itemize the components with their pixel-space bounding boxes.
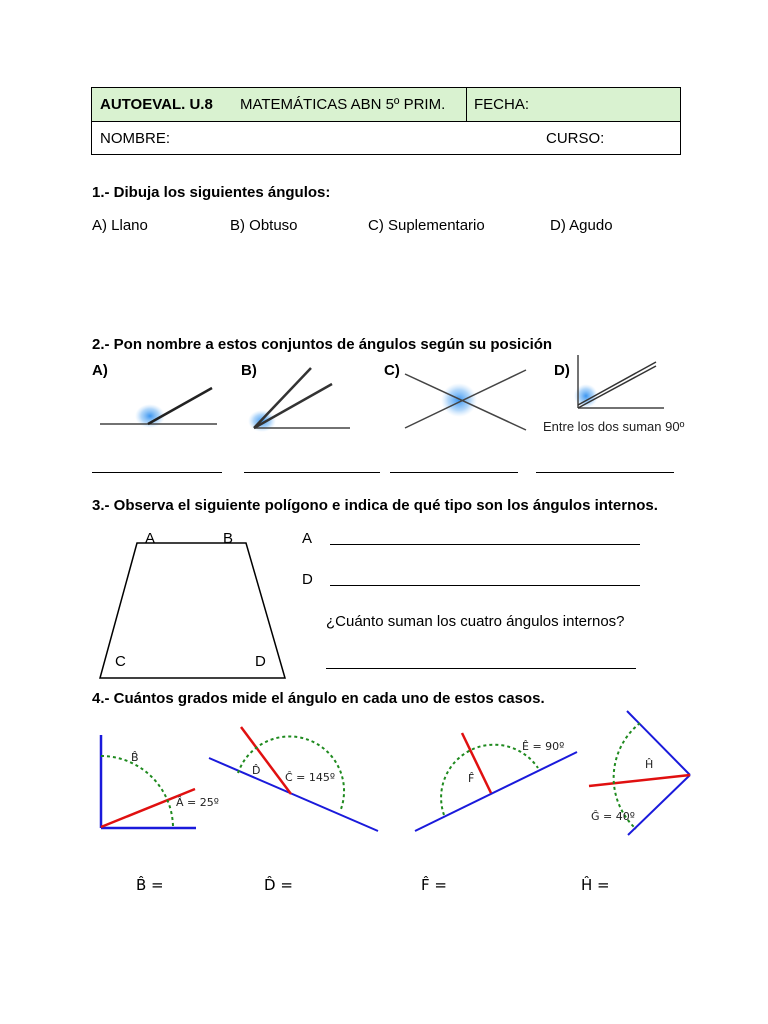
- q4-figure-1: [101, 735, 196, 828]
- course-label: CURSO:: [546, 130, 605, 147]
- q2-label-a: A): [92, 362, 108, 379]
- q3-answer-label-a: A: [302, 530, 313, 547]
- q4-fig4-known-label: Ĝ = 40º: [591, 810, 635, 823]
- q3-vertex-d: D: [255, 653, 266, 670]
- q4-fig2-known-label: Ĉ = 145º: [285, 771, 336, 784]
- q1-option-c: C) Suplementario: [368, 217, 485, 234]
- q4-fig3-unknown-label: F̂: [468, 772, 475, 785]
- q2-caption-d: Entre los dos suman 90º: [543, 419, 685, 434]
- name-label: NOMBRE:: [100, 130, 171, 147]
- q4-fig3-known-label: Ê = 90º: [522, 740, 565, 753]
- q4-answer-h: Ĥ =: [581, 876, 610, 894]
- q1-option-d: D) Agudo: [550, 217, 613, 234]
- q3-answer-label-d: D: [302, 571, 313, 588]
- q4-fig1-unknown-label: B̂: [131, 751, 139, 764]
- q4-answer-f: F̂ =: [421, 876, 447, 894]
- q1-title: 1.- Dibuja los siguientes ángulos:: [92, 184, 331, 201]
- worksheet-title: AUTOEVAL. U.8: [100, 96, 213, 113]
- q1-option-a: A) Llano: [92, 217, 148, 234]
- q2-label-b: B): [241, 362, 257, 379]
- q3-vertex-a: A: [145, 530, 156, 547]
- q4-fig1-known-label: Â = 25º: [176, 796, 219, 809]
- q4-answer-d: D̂ =: [264, 876, 293, 894]
- q4-title: 4.- Cuántos grados mide el ángulo en cada uno de estos casos.: [92, 690, 545, 707]
- q2-label-c: C): [384, 362, 400, 379]
- q3-sum-question: ¿Cuánto suman los cuatro ángulos internos?: [326, 613, 625, 630]
- q4-fig4-unknown-label: Ĥ: [645, 758, 654, 771]
- subject-label: MATEMÁTICAS ABN 5º PRIM.: [240, 96, 446, 113]
- q2-label-d: D): [554, 362, 570, 379]
- q3-title: 3.- Observa el siguiente polígono e indica de qué tipo son los ángulos internos.: [92, 497, 658, 514]
- q2-title: 2.- Pon nombre a estos conjuntos de ángulos según su posición: [92, 336, 553, 353]
- q3-vertex-c: C: [115, 653, 126, 670]
- q4-answer-b: B̂ =: [136, 876, 164, 894]
- q1-option-b: B) Obtuso: [230, 217, 298, 234]
- date-label: FECHA:: [474, 96, 530, 113]
- q4-fig2-unknown-label: D̂: [252, 764, 261, 777]
- q3-vertex-b: B: [223, 530, 234, 547]
